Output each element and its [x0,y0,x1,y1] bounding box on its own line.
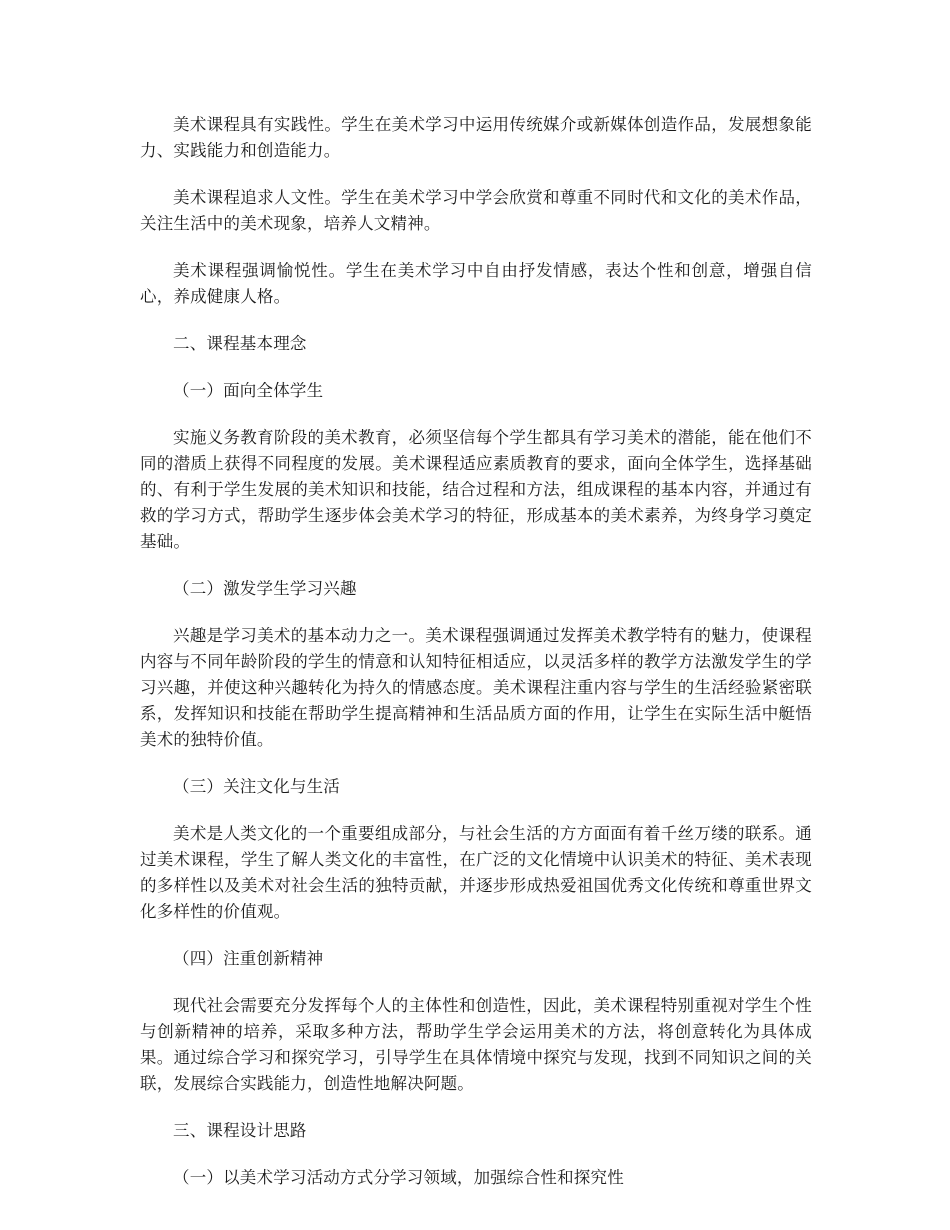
subheading-innovation: （四）注重创新精神 [173,949,324,968]
paragraph-practicality: 美术课程具有实践性。学生在美术学习中运用传统媒介或新媒体创造作品，发展想象能力、实践能力和创造能力。 [140,115,812,160]
subheading-culture-life: （三）关注文化与生活 [173,777,340,796]
section-heading-design-ideas: 三、课程设计思路 [173,1121,307,1140]
document-page [140,112,812,1212]
subheading-learning-areas: （一）以美术学习活动方式分学习领域，加强综合性和探究性 [173,1168,624,1187]
subheading-interest: （二）激发学生学习兴趣 [173,579,357,598]
paragraph-culture-life: 美术是人类文化的一个重要组成部分，与社会生活的方方面面有着千丝万缕的联系。通过美术课程，学生了解人类文化的丰富性，在广泛的文化情境中认识美术的特征、美术表现的多样性以及美术对社会生活的独特贡献，并逐步形成热爱祖国优秀文化传统和尊重世界文化多样性的价值观。 [140,824,812,921]
paragraph-enjoyment: 美术课程强调愉悦性。学生在美术学习中自由抒发情感，表达个性和创意，增强自信心，养成健康人格。 [140,261,812,306]
paragraph-innovation: 现代社会需要充分发挥每个人的主体性和创造性，因此，美术课程特别重视对学生个性与创新精神的培养，采取多种方法，帮助学生学会运用美术的方法，将创意转化为具体成果。通过综合学习和探究学习，引导学生在具体情境中探究与发现，找到不同知识之间的关联，发展综合实践能力，创造性地解决阿题。 [140,996,812,1093]
paragraph-all-students: 实施义务教育阶段的美术教育，必须坚信每个学生都具有学习美术的潜能，能在他们不同的潜质上获得不同程度的发展。美术课程适应素质教育的要求，面向全体学生，选择基础的、有利于学生发展的美术知识和技能，结合过程和方法，组成课程的基本内容，并通过有救的学习方式，帮助学生逐步体会美术学习的特征，形成基本的美术素养，为终身学习奠定基础。 [140,428,812,551]
paragraph-humanistic: 美术课程追求人文性。学生在美术学习中学会欣赏和尊重不同时代和文化的美术作品，关注生活中的美术现象，培养人文精神。 [140,188,812,233]
paragraph-interest: 兴趣是学习美术的基本动力之一。美术课程强调通过发挥美术教学特有的魅力，使课程内容与不同年龄阶段的学生的情意和认知特征相适应，以灵活多样的教学方法激发学生的学习兴趣，并使这种兴趣转化为持久的情感态度。美术课程注重内容与学生的生活经验紧密联系，发挥知识和技能在帮助学生提高精神和生活品质方面的作用，让学生在实际生活中艇悟美术的独特价值。 [140,626,812,749]
subheading-all-students: （一）面向全体学生 [173,381,324,400]
section-heading-basic-concepts: 二、课程基本理念 [173,334,307,353]
